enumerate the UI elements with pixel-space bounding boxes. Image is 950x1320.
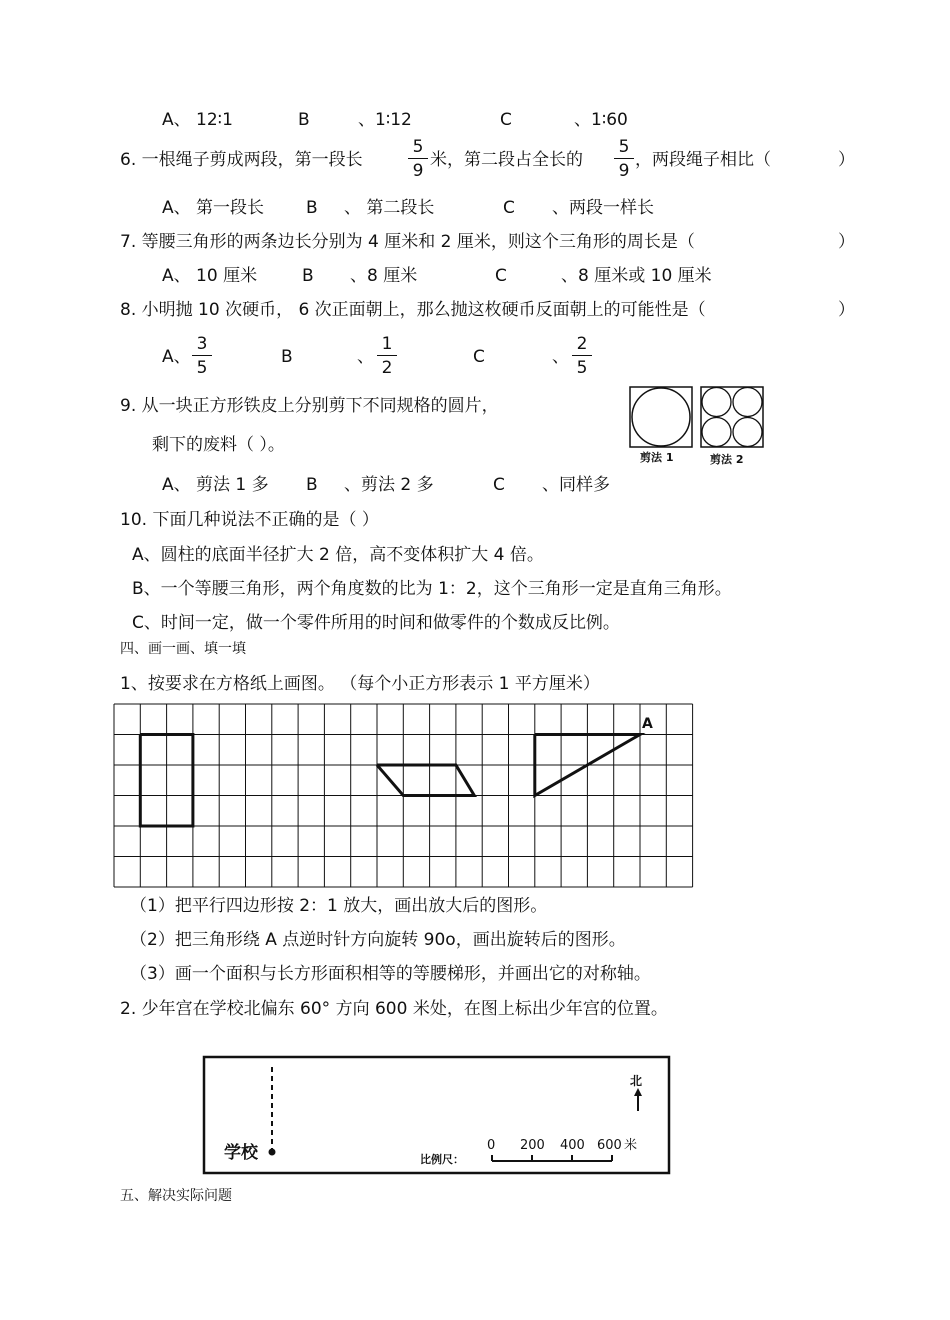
subtask-1: （1）把平行四边形按 2：1 放大，画出放大后的图形。 — [130, 896, 548, 916]
q6-stem-start: 6. 一根绳子剪成两段，第一段长 — [120, 150, 363, 170]
school-point — [269, 1149, 276, 1156]
q7-option-c: 、8 厘米或 10 厘米 — [561, 266, 712, 286]
scale-value: 400 — [560, 1138, 585, 1153]
cut2-circle — [702, 418, 731, 447]
point-a-label: A — [642, 716, 653, 732]
q7-option-c-letter: C — [495, 266, 507, 286]
q8-answer-close: ） — [838, 300, 855, 320]
q5-option-b-letter: B — [298, 110, 310, 130]
scale-unit: 米 — [624, 1138, 638, 1153]
q6-answer-close: ） — [838, 150, 855, 170]
q6-stem-mid: 米，第二段占全长的 — [430, 150, 583, 170]
grid-paper — [112, 702, 698, 888]
q10-stem: 10. 下面几种说法不正确的是（ ） — [120, 510, 379, 530]
q6-option-c: 、两段一样长 — [552, 198, 654, 218]
q10-option-c: C、时间一定，做一个零件所用的时间和做零件的个数成反比例。 — [132, 613, 620, 633]
scale-value: 600 — [597, 1138, 622, 1153]
north-label: 北 — [630, 1074, 643, 1088]
cut2-square — [701, 387, 763, 447]
q9-option-c-letter: C — [493, 475, 505, 495]
q10-option-a: A、圆柱的底面半径扩大 2 倍，高不变体积扩大 4 倍。 — [132, 545, 544, 565]
q8-option-b-sep: 、 — [357, 347, 374, 367]
q10-option-b: B、一个等腰三角形，两个角度数的比为 1：2，这个三角形一定是直角三角形。 — [132, 579, 732, 599]
task-2-instruction: 2. 少年宫在学校北偏东 60° 方向 600 米处，在图上标出少年宫的位置。 — [120, 999, 668, 1019]
q9-stem-line1: 9. 从一块正方形铁皮上分别剪下不同规格的圆片， — [120, 396, 499, 416]
q6-option-a: A、 第一段长 — [162, 198, 265, 218]
q5-option-a: A、 12∶1 — [162, 110, 233, 130]
q9-option-c: 、同样多 — [542, 475, 610, 495]
q9-option-a: A、 剪法 1 多 — [162, 475, 269, 495]
q6-option-b: 、 第二段长 — [344, 198, 435, 218]
subtask-2: （2）把三角形绕 A 点逆时针方向旋转 90o，画出旋转后的图形。 — [130, 930, 626, 950]
q8-fraction-b: $\frac{1}{2}$ — [377, 334, 397, 378]
cut2-circle — [702, 388, 731, 417]
cut2-circle — [733, 388, 762, 417]
q6-option-c-letter: C — [503, 198, 515, 218]
q6-fraction-2: $\frac{5}{9}$ — [614, 137, 634, 181]
scale-value: 200 — [520, 1138, 545, 1153]
q9-option-b: 、剪法 2 多 — [344, 475, 434, 495]
q6-stem-end: ，两段绳子相比（ — [635, 150, 771, 170]
q5-option-c-letter: C — [500, 110, 512, 130]
q8-option-c-sep: 、 — [552, 347, 569, 367]
q7-stem: 7. 等腰三角形的两条边长分别为 4 厘米和 2 厘米，则这个三角形的周长是（ — [120, 232, 695, 252]
cut1-square — [630, 387, 692, 447]
section-5-title: 五、解决实际问题 — [120, 1188, 232, 1204]
q8-fraction-c: $\frac{2}{5}$ — [572, 334, 592, 378]
q9-stem-line2: 剩下的废料（ ）。 — [152, 435, 285, 455]
scale-label: 比例尺： — [420, 1153, 464, 1166]
q8-stem: 8. 小明抛 10 次硬币， 6 次正面朝上，那么抛这枚硬币反面朝上的可能性是（ — [120, 300, 706, 320]
cut2-circle — [733, 418, 762, 447]
q7-option-b: 、8 厘米 — [350, 266, 418, 286]
section-4-title: 四、画一画、填一填 — [120, 641, 246, 657]
q7-option-b-letter: B — [302, 266, 314, 286]
cut1-circle — [632, 388, 690, 446]
cut2-label: 剪法 2 — [710, 453, 744, 466]
q5-option-b: 、1∶12 — [358, 110, 412, 130]
subtask-3: （3）画一个面积与长方形面积相等的等腰梯形，并画出它的对称轴。 — [130, 964, 651, 984]
q8-option-b-letter: B — [281, 347, 293, 367]
q5-option-c: 、1∶60 — [574, 110, 628, 130]
cut1-label: 剪法 1 — [640, 451, 674, 464]
q8-option-c-letter: C — [473, 347, 485, 367]
q8-option-a-letter: A、 — [162, 347, 191, 367]
parallelogram-shape — [377, 765, 474, 796]
task-1-instruction: 1、按要求在方格纸上画图。 （每个小正方形表示 1 平方厘米） — [120, 674, 600, 694]
scale-value: 0 — [487, 1138, 496, 1153]
school-label: 学校 — [224, 1143, 258, 1163]
q9-option-b-letter: B — [306, 475, 318, 495]
q6-option-b-letter: B — [306, 198, 318, 218]
q7-option-a: A、 10 厘米 — [162, 266, 258, 286]
q7-answer-close: ） — [838, 232, 855, 252]
q6-fraction-1: $\frac{5}{9}$ — [408, 137, 428, 181]
q8-fraction-a: $\frac{3}{5}$ — [192, 334, 212, 378]
